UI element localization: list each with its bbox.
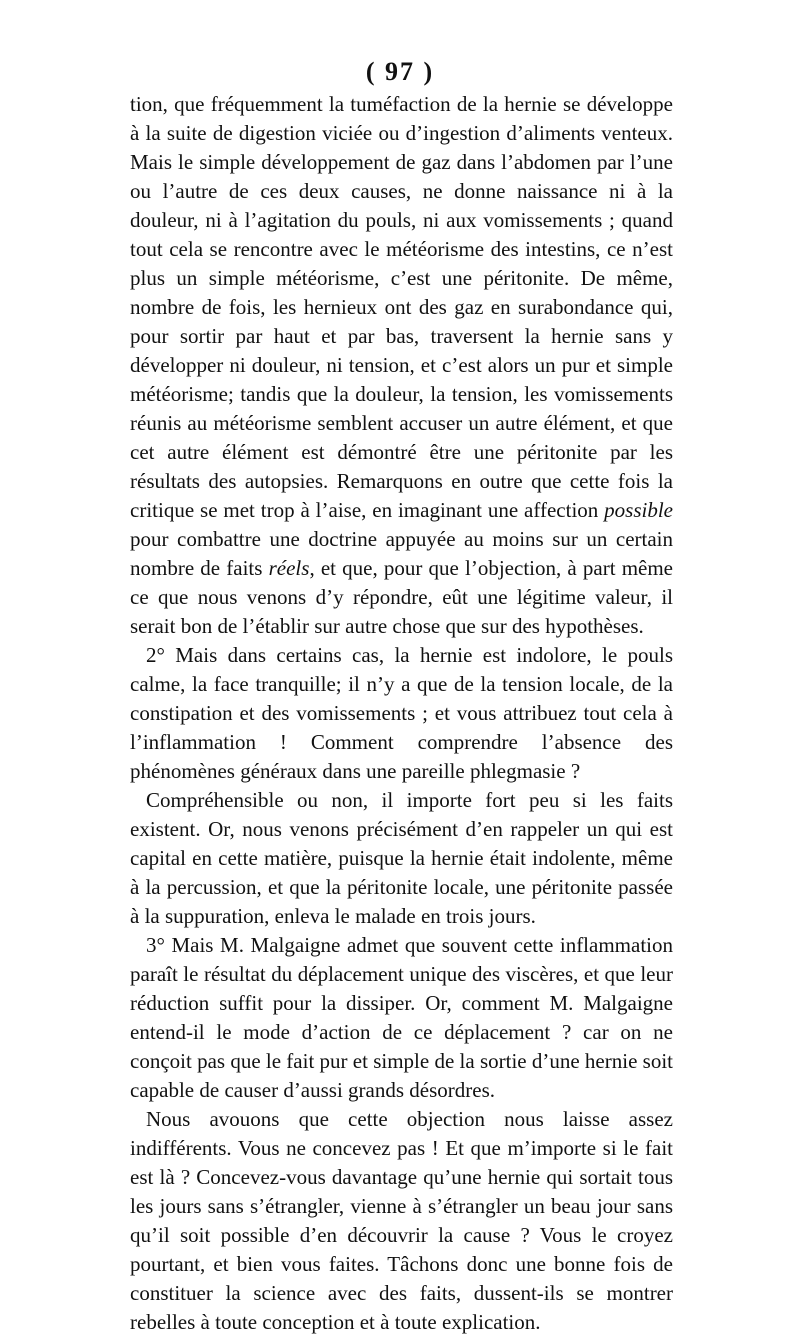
paragraph-5-text: Nous avouons que cette objection nous laisse assez indifférents. Vous ne concevez pas ! Et que m’importe si le fait est là ? Concevez-vous davantage qu’une hernie qui sortait tous les jours sans s’étrangler, vienne à s’étrangler un beau jour sans qu’il soit possible d’en découvrir la cause ? Vous le croyez pourtant, et bien vous faites. Tâchons donc une bonne fois de constituer la science avec des faits, dussent-ils se montrer rebelles à toute conception et à toute explication. [130,1107,673,1334]
page-body [130,90,673,1337]
paragraph-1-text-b: pour combattre une doctrine appuyée au moins sur un certain nombre de faits [130,527,673,580]
paragraph-4-text: 3° Mais M. Malgaigne admet que souvent cette inflammation paraît le résultat du déplacement unique des viscères, et que leur réduction suffit pour la dissiper. Or, comment M. Malgaigne entend-il le mode d’action de ce déplacement ? car on ne conçoit pas que le fait pur et simple de la sortie d’une hernie soit capable de causer d’aussi grands désordres. [130,933,673,1102]
paragraph-5 [130,1105,673,1337]
paragraph-2 [130,641,673,786]
paragraph-4 [130,931,673,1105]
paragraph-1-text-a: tion, que fréquemment la tuméfaction de la hernie se développe à la suite de digestion viciée ou d’ingestion d’aliments venteux. Mais le simple développement de gaz dans l’abdomen par l’une ou l’autre de ces deux causes, ne donne naissance ni à la douleur, ni à l’agitation du pouls, ni aux vomissements ; quand tout cela se rencontre avec le météorisme des intestins, ce n’est plus un simple météorisme, c’est une péritonite. De même, nombre de fois, les hernieux ont des gaz en surabondance qui, pour sortir par haut et par bas, traversent la hernie sans y développer ni douleur, ni tension, et c’est alors un pur et simple météorisme; tandis que la douleur, la tension, les vomissements réunis au météorisme semblent accuser un autre élément, et que cet autre élément est démontré être une péritonite par les résultats des autopsies. Remarquons en outre que cette fois la critique se met trop à l’aise, en imaginant une affection [130,92,673,522]
paragraph-2-text: 2° Mais dans certains cas, la hernie est indolore, le pouls calme, la face tranquille; il n’y a que de la tension locale, de la constipation et des vomissements ; et vous attribuez tout cela à l’inflammation ! Comment comprendre l’absence des phénomènes généraux dans une pareille phlegmasie ? [130,643,673,783]
paragraph-1-text-c: , et que, pour que l’objection, à part même ce que nous venons d’y répondre, eût une légitime valeur, il serait bon de l’établir sur autre chose que sur des hypothèses. [130,556,674,638]
italic-word-possible: possible [604,498,673,522]
paragraph-1 [130,90,673,641]
paragraph-3 [130,786,673,931]
italic-word-reels: réels [268,556,310,580]
paragraph-3-text: Compréhensible ou non, il importe fort peu si les faits existent. Or, nous venons précisément d’en rappeler un qui est capital en cette matière, puisque la hernie était indolente, même à la percussion, et que la péritonite locale, une péritonite passée à la suppuration, enleva le malade en trois jours. [130,788,673,928]
page-number: ( 97 ) [365,57,435,86]
